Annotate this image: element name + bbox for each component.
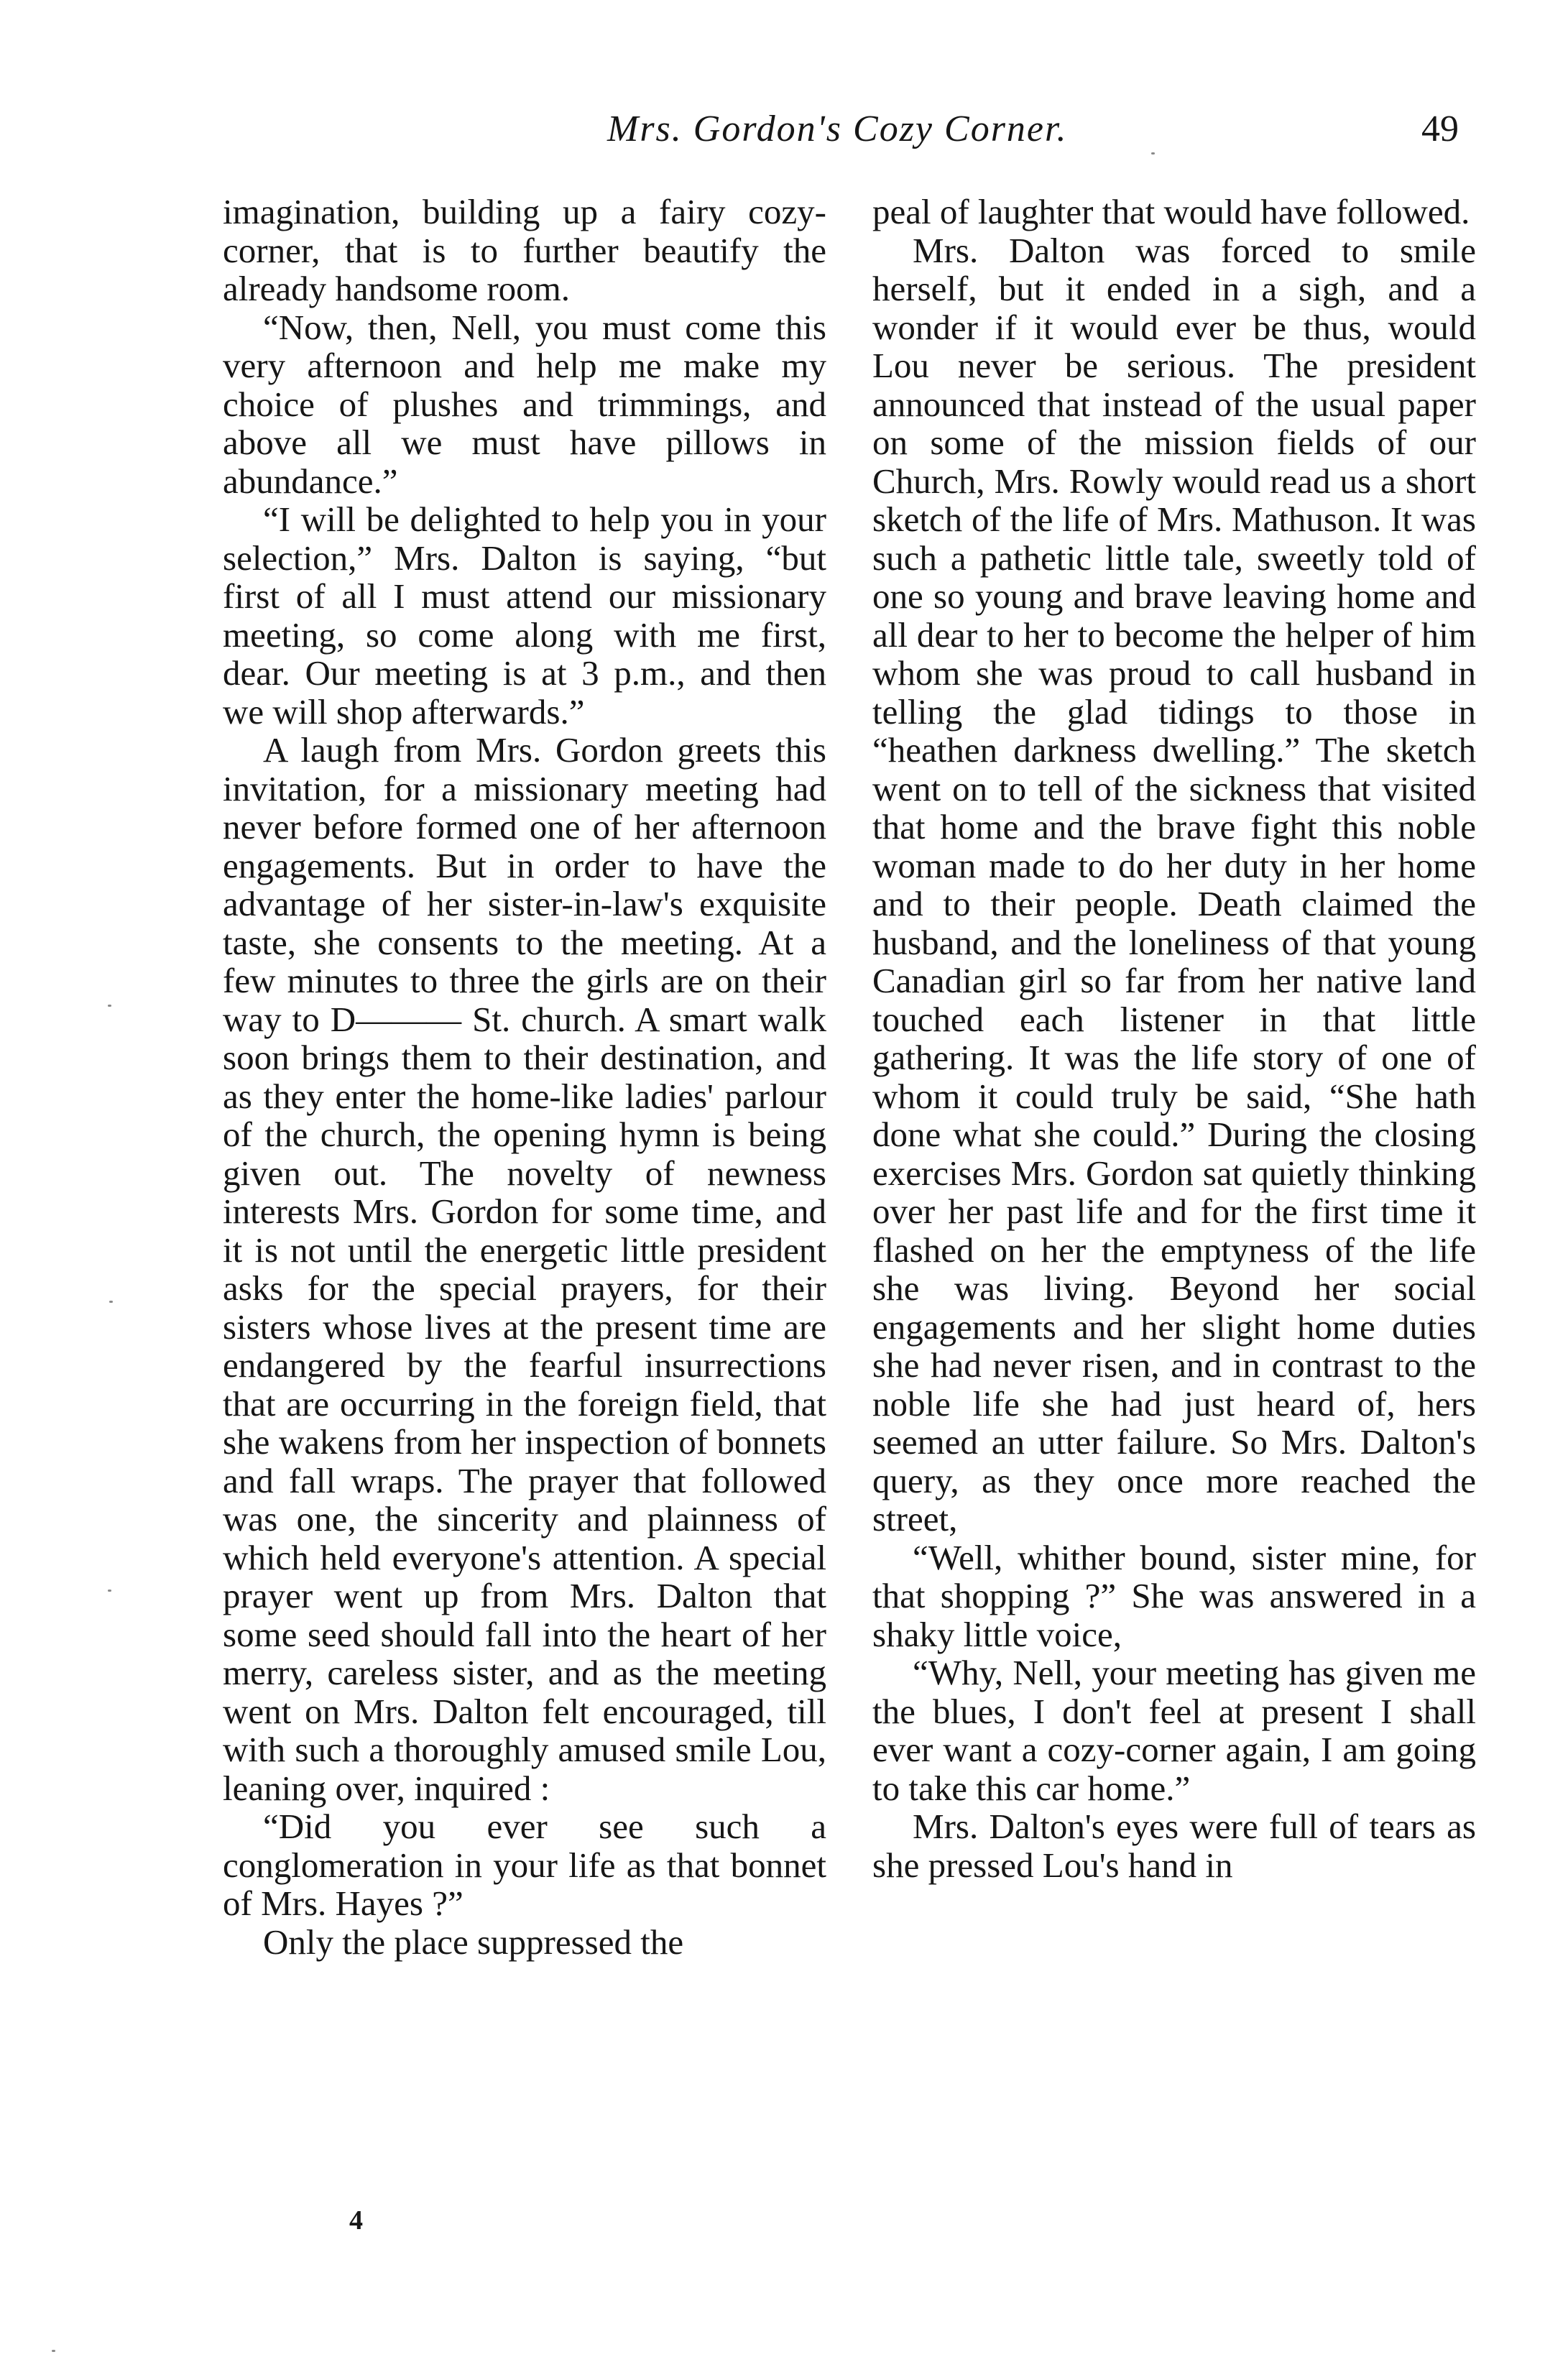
scan-speck xyxy=(108,1590,111,1592)
paragraph: “I will be delighted to help you in your selection,” Mrs. Dalton is saying, “but first of all I must attend our missionary meeting, so come along with me first, dear. Our meeting is at 3 p.m., and then we will shop afterwards.” xyxy=(223,499,826,732)
paragraph: Mrs. Dalton was forced to smile herself, but it ended in a sigh, and a wonder if it would ever be thus, would Lou never be serious. The president announced that instead of the usual paper on some of the mission fields of our Church, Mrs. Rowly would read us a short sketch of the life of Mrs. Mathuson. It was such a pathetic little tale, sweetly told of one so young and brave leaving home and all dear to her to become the helper of him whom she was proud to call husband in telling the glad tidings to those in “heathen darkness dwelling.” The sketch went on to tell of the sickness that visited that home and the brave fight this noble woman made to do her duty in her home and to their people. Death claimed the husband, and the loneliness of that young Canadian girl so far from her native land touched each listener in that little gathering. It was the life story of one of whom it could truly be said, “She hath done what she could.” During the closing exercises Mrs. Gordon sat quietly thinking over her past life and for the first time it flashed on her the emptyness of the life she was living. Beyond her social engagements and her slight home duties she had never risen, and in contrast to the noble life she had just heard of, hers seemed an utter failure. So Mrs. Dalton's query, as they once more reached the street, xyxy=(872,230,1476,1539)
scan-speck xyxy=(109,1301,113,1303)
paragraph: “Did you ever see such a conglomeration in your life as that bonnet of Mrs. Hayes ?” xyxy=(223,1807,826,1923)
paragraph: “Why, Nell, your meeting has given me the blues, I don't feel at present I shall ever want a cozy-corner again, I am going to take this car home.” xyxy=(872,1653,1476,1808)
paragraph: Only the place suppressed the xyxy=(263,1922,684,1962)
left-column xyxy=(223,193,826,1961)
running-title: Mrs. Gordon's Cozy Corner. xyxy=(607,109,1068,149)
page-number: 49 xyxy=(1421,109,1459,149)
scan-speck xyxy=(1151,152,1155,154)
running-head xyxy=(0,108,1545,158)
paragraph: peal of laughter that would have followed. xyxy=(872,192,1470,231)
paragraph: Mrs. Dalton's eyes were full of tears as she pressed Lou's hand in xyxy=(872,1807,1476,1885)
paragraph: “Well, whither bound, sister mine, for that shopping ?” She was answered in a shaky little voice, xyxy=(872,1537,1476,1654)
scan-speck xyxy=(108,1005,111,1007)
right-column xyxy=(872,193,1476,1884)
paragraph: A laugh from Mrs. Gordon greets this invitation, for a missionary meeting had never before formed one of her afternoon engagements. But in order to have the advantage of her sister-in-law's exquisite taste, she consents to the meeting. At a few minutes to three the girls are on their way to D——— St. church. A smart walk soon brings them to their destination, and as they enter the home-like ladies' parlour of the church, the opening hymn is being given out. The novelty of newness interests Mrs. Gordon for some time, and it is not until the energetic little president asks for the special prayers, for their sisters whose lives at the present time are endangered by the fearful insurrections that are occurring in the foreign field, that she wakens from her inspection of bonnets and fall wraps. The prayer that followed was one, the sincerity and plainness of which held everyone's attention. A special prayer went up from Mrs. Dalton that some seed should fall into the heart of her merry, careless sister, and as the meeting went on Mrs. Dalton felt encouraged, till with such a thoroughly amused smile Lou, leaning over, inquired : xyxy=(223,730,826,1808)
signature-mark: 4 xyxy=(349,2205,363,2236)
scan-speck xyxy=(52,2350,55,2352)
paragraph: imagination, building up a fairy cozy-corner, that is to further beautify the already handsome room. xyxy=(223,192,826,308)
paragraph: “Now, then, Nell, you must come this very afternoon and help me make my choice of plushes and trimmings, and above all we must have pillows in abundance.” xyxy=(223,307,826,501)
